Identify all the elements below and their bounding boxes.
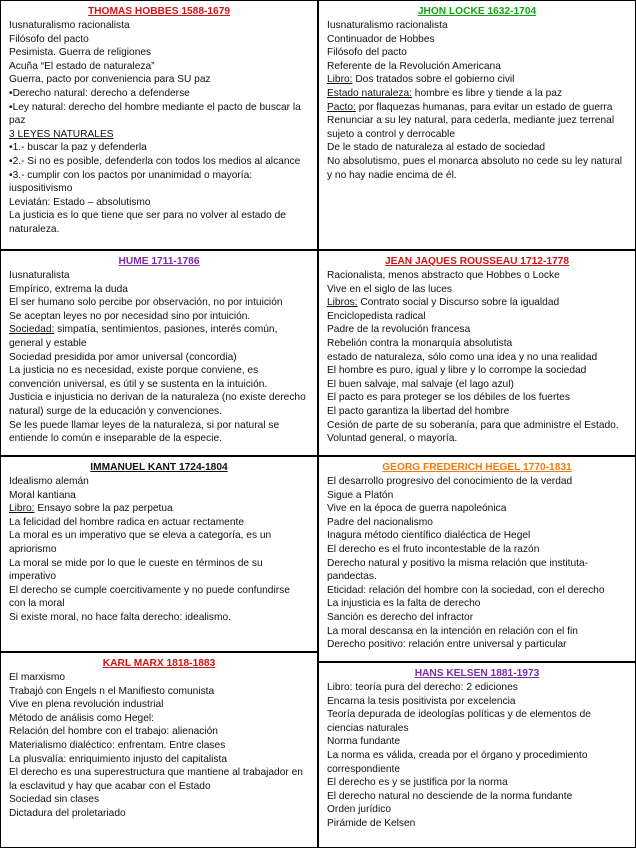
text-line: Eticidad: relación del hombre con la sociedad, con el derecho: [327, 584, 605, 596]
text-line: El marxismo: [9, 672, 66, 683]
text-line: Racionalista, menos abstracto que Hobbes o Locke: [327, 270, 560, 281]
card-title: THOMAS HOBBES 1588-1679: [87, 6, 231, 17]
text-line: [327, 296, 627, 310]
text-line: Empírico, extrema la duda: [9, 283, 128, 295]
text-value: Dos tratados sobre el gobierno civil: [355, 74, 515, 86]
text-line: Referente de la Revolución Americana: [327, 60, 501, 72]
text-line: El derecho natural no desciende de la norma fundante: [327, 790, 573, 802]
card-marx: [0, 652, 318, 848]
text-line: Sociedad presidida por amor universal (concordia): [9, 351, 237, 363]
text-value: por flaquezas humanas, para evitar un estado de guerra: [358, 101, 613, 113]
card-title: JEAN JAQUES ROUSSEAU 1712-1778: [384, 256, 570, 267]
text-line: De le stado de naturaleza al estado de sociedad: [327, 142, 546, 154]
text-line: Vive en la época de guerra napoleónica: [327, 503, 507, 515]
text-line: El buen salvaje, mal salvaje (el lago azul): [327, 378, 514, 390]
text-line: El derecho es y se justifica por la norma: [327, 777, 508, 789]
card-hegel: [318, 456, 636, 662]
text-line: Filósofo del pacto: [9, 33, 89, 45]
text-line: Padre del nacionalismo: [327, 516, 433, 528]
text-line: Continuador de Hobbes: [327, 33, 435, 45]
text-line: Filósofo del pacto: [327, 47, 407, 59]
section-heading: 3 LEYES NATURALES: [9, 128, 114, 140]
label-estado-naturaleza: Estado naturaleza:: [327, 87, 412, 99]
card-title: HANS KELSEN 1881-1973: [414, 668, 540, 679]
text-line: Encarna la tesis positivista por excelencia: [327, 695, 516, 707]
text-line: El hombre es puro, igual y libre y lo corrompe la sociedad: [327, 365, 587, 377]
text-value: Contrato social y Discurso sobre la igualdad: [360, 297, 560, 309]
text-line: Si existe moral, no hace falta derecho: idealismo.: [9, 611, 231, 623]
text-line: La moral es un imperativo que se eleva a categoría, es un apriorismo: [9, 530, 272, 555]
text-line: El derecho se cumple coercitivamente y no puede confundirse con la moral: [9, 584, 290, 610]
text-line: Relación del hombre con el trabajo: alienación: [9, 726, 218, 738]
text-line: Justicia e injusticia no derivan de la naturaleza (no existe derecho natural) surge de la educación y convenciones.: [9, 392, 306, 417]
text-line: Materialismo dialéctico: enfrentam. Entre clases: [9, 739, 226, 751]
text-line: [9, 323, 309, 350]
text-line: •Ley natural: derecho del hombre mediante el pacto de buscar la paz: [9, 101, 301, 127]
label-libro: Libro:: [327, 74, 353, 86]
text-line: Pirámide de Kelsen: [327, 817, 416, 829]
text-line: El derecho es una superestructura que mantiene al trabajador en la esclavitud y hay que acabar con el Estado: [9, 767, 303, 792]
card-rousseau: [318, 250, 636, 456]
text-line: La moral se mide por lo que le cueste en términos de su imperativo: [9, 557, 263, 583]
card-kelsen: [318, 662, 636, 848]
text-line: estado de naturaleza, sólo como una idea y no una realidad: [327, 351, 598, 363]
text-line: La justicia no es necesidad, existe porque conviene, es convención universal, es útil y se sustenta en la intuición.: [9, 365, 268, 390]
right-column: [318, 0, 636, 848]
text-line: Rebelión contra la monarquía absolutista: [327, 337, 513, 349]
text-line: Cesión de parte de su soberanía, para que administre el Estado. Voluntad general, o mayoría.: [327, 419, 619, 445]
text-line: El derecho es el fruto incontestable de la razón: [327, 543, 540, 555]
text-line: •1.- buscar la paz y defenderla: [9, 142, 147, 154]
text-line: Derecho natural y positivo la misma relación que instituta-pandectas.: [327, 557, 589, 583]
text-line: Norma fundante: [327, 736, 401, 748]
text-value: Ensayo sobre la paz perpetua: [37, 503, 173, 515]
text-line: Vive en el siglo de las luces: [327, 283, 452, 295]
card-title: JHON LOCKE 1632-1704: [417, 6, 537, 17]
text-line: Enciclopedista radical: [327, 310, 426, 322]
text-line: Idealismo alemán: [9, 476, 89, 487]
text-line: Iusnaturalismo racionalista: [327, 20, 448, 31]
card-kant: [0, 456, 318, 652]
text-line: Vive en plena revolución industrial: [9, 699, 164, 711]
text-line: Acuña “El estado de naturaleza”: [9, 60, 155, 72]
card-hobbes: [0, 0, 318, 250]
card-hume: [0, 250, 318, 456]
text-line: •2.- Si no es posible, defenderla con todos los medios al alcance: [9, 155, 301, 167]
card-title: KARL MARX 1818-1883: [102, 658, 216, 669]
text-line: Leviatán: Estado – absolutismo: [9, 196, 151, 208]
text-line: Guerra, pacto por conveniencia para SU paz: [9, 74, 211, 86]
card-title: IMMANUEL KANT 1724-1804: [90, 462, 228, 473]
label-libro: Libro:: [9, 503, 35, 515]
text-line: No absolutismo, pues el monarca absoluto no cede su ley natural y no hay nadie encima de él.: [327, 155, 623, 181]
text-line: Orden jurídico: [327, 804, 391, 816]
card-locke: [318, 0, 636, 250]
label-sociedad: Sociedad:: [9, 324, 55, 336]
text-line: Sigue a Platón: [327, 489, 394, 501]
label-pacto: Pacto:: [327, 101, 356, 113]
text-line: Libro: teoría pura del derecho: 2 ediciones: [327, 682, 518, 693]
text-line: Se les puede llamar leyes de la naturaleza, si por natural se entiende lo común e inseparable de la especie.: [9, 419, 280, 445]
text-line: Método de análisis como Hegel:: [9, 712, 154, 724]
text-line: Inagura método científico dialéctica de Hegel: [327, 530, 531, 542]
text-line: Sanción es derecho del infractor: [327, 611, 474, 623]
text-line: El desarrollo progresivo del conocimiento de la verdad: [327, 476, 573, 487]
text-line: Dictadura del proletariado: [9, 807, 126, 819]
text-line: Iusnaturalismo racionalista: [9, 20, 130, 31]
text-line: [327, 87, 627, 101]
text-line: La norma es válida, creada por el órgano y procedimiento correspondiente: [327, 749, 588, 775]
text-line: La felicidad del hombre radica en actuar rectamente: [9, 516, 245, 528]
text-line: Pesimista. Guerra de religiones: [9, 47, 152, 59]
text-line: •3.- cumplir con los pactos por unanimidad o mayoría: iuspositivismo: [9, 169, 253, 195]
text-line: Teoría depurada de ideologías políticas y de elementos de ciencias naturales: [327, 709, 591, 734]
text-value: simpatía, sentimientos, pasiones, interés común, general y estable: [9, 324, 278, 349]
card-title: HUME 1711-1786: [118, 256, 200, 267]
text-line: Sociedad sin clases: [9, 794, 100, 806]
text-line: Trabajó con Engels n el Manifiesto comunista: [9, 685, 215, 697]
text-line: [327, 101, 627, 115]
text-line: Iusnaturalista: [9, 270, 70, 281]
text-line: •Derecho natural: derecho a defenderse: [9, 87, 190, 99]
text-line: Renunciar a su ley natural, para cederla, mediante juez terrenal sujeto a control y derrocable: [327, 115, 615, 140]
card-title: GEORG FREDERICH HEGEL 1770-1831: [382, 462, 572, 473]
text-value: hombre es libre y tiende a la paz: [414, 87, 563, 99]
text-line: Padre de la revolución francesa: [327, 324, 471, 336]
text-line: El ser humano solo percibe por observación, no por intuición: [9, 297, 283, 309]
text-line: El pacto es para proteger se los débiles de los fuertes: [327, 392, 570, 404]
text-line: [327, 73, 627, 87]
text-line: La injusticia es la falta de derecho: [327, 598, 481, 610]
text-line: El pacto garantiza la libertad del hombre: [327, 405, 510, 417]
label-libros: Libros:: [327, 297, 358, 309]
text-line: La plusvalía: enriquimiento injusto del capitalista: [9, 753, 228, 765]
text-line: [9, 502, 309, 516]
text-line: La moral descansa en la intención en relación con el fin: [327, 625, 578, 637]
text-line: Moral kantiana: [9, 489, 76, 501]
text-line: La justicia es lo que tiene que ser para no volver al estado de naturaleza.: [9, 210, 286, 235]
text-line: Se aceptan leyes no por necesidad sino por intuición.: [9, 310, 251, 322]
text-line: Derecho positivo: relación entre universal y particular: [327, 639, 567, 651]
